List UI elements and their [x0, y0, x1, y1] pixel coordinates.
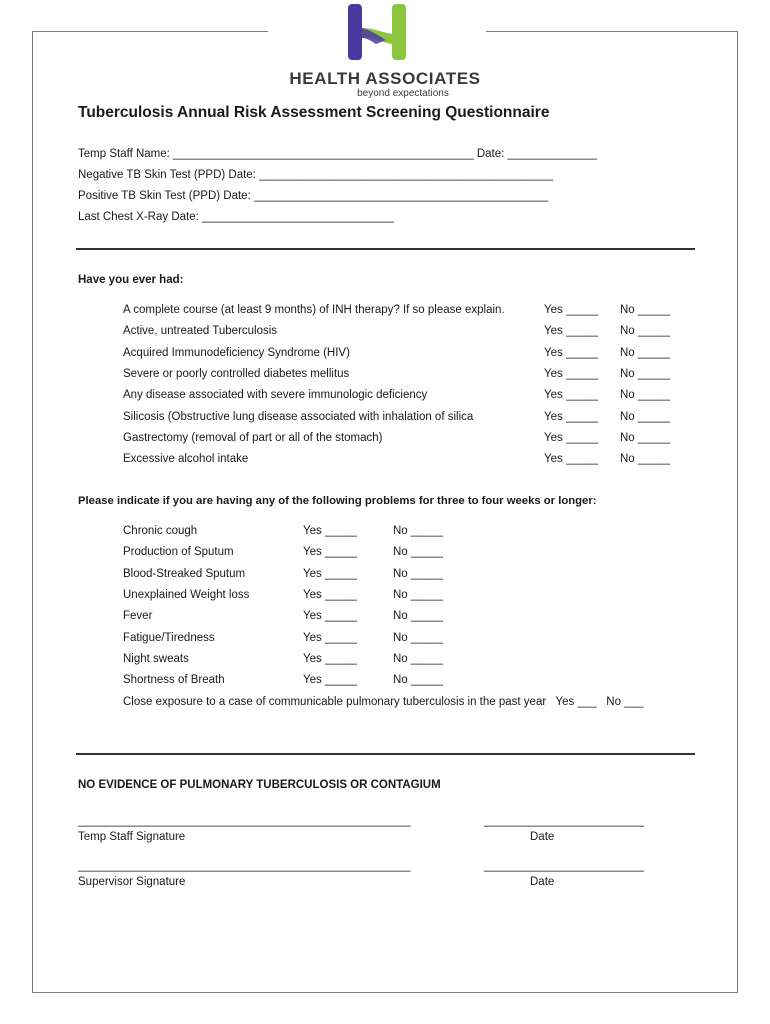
section-divider: [76, 248, 695, 250]
temp-staff-name-field[interactable]: Temp Staff Name: _______________________________________________ Date: ______________: [78, 148, 598, 160]
history-item-label: Silicosis (Obstructive lung disease associated with inhalation of silica: [123, 411, 474, 423]
supervisor-signature-label: Supervisor Signature: [78, 876, 186, 888]
symptom-yes-field[interactable]: Yes _____: [303, 610, 357, 622]
symptom-no-field[interactable]: No _____: [393, 589, 443, 601]
history-yes-field[interactable]: Yes _____: [544, 432, 598, 444]
supervisor-date-label: Date: [530, 876, 555, 888]
section2-heading: Please indicate if you are having any of the following problems for three to four weeks or longer:: [78, 495, 597, 507]
positive-tb-date-field[interactable]: Positive TB Skin Test (PPD) Date: ______________________________________________: [78, 190, 549, 202]
symptom-yes-field[interactable]: Yes _____: [303, 653, 357, 665]
supervisor-date-line[interactable]: _________________________: [484, 860, 644, 872]
history-yes-field[interactable]: Yes _____: [544, 304, 598, 316]
symptom-label: Chronic cough: [123, 525, 198, 537]
history-yes-field[interactable]: Yes _____: [544, 411, 598, 423]
chest-xray-date-field[interactable]: Last Chest X-Ray Date: ______________________________: [78, 211, 394, 223]
exposure-question[interactable]: Close exposure to a case of communicable pulmonary tuberculosis in the past year Yes ___ No ___: [123, 696, 644, 708]
section3-heading: NO EVIDENCE OF PULMONARY TUBERCULOSIS OR CONTAGIUM: [78, 779, 441, 791]
brand-name: HEALTH ASSOCIATES: [289, 69, 481, 88]
section-divider: [76, 753, 695, 755]
symptom-no-field[interactable]: No _____: [393, 674, 443, 686]
symptom-yes-field[interactable]: Yes _____: [303, 568, 357, 580]
temp-staff-signature-line[interactable]: ____________________________________________________: [78, 815, 411, 827]
symptom-label: Fever: [123, 610, 153, 622]
history-item-label: A complete course (at least 9 months) of INH therapy? If so please explain.: [123, 304, 505, 316]
history-item-label: Active, untreated Tuberculosis: [123, 325, 278, 337]
health-associates-logo: [346, 4, 410, 62]
symptom-no-field[interactable]: No _____: [393, 610, 443, 622]
symptom-no-field[interactable]: No _____: [393, 525, 443, 537]
history-item-label: Any disease associated with severe immunologic deficiency: [123, 389, 428, 401]
history-no-field[interactable]: No _____: [620, 304, 670, 316]
history-item-label: Excessive alcohol intake: [123, 453, 249, 465]
history-no-field[interactable]: No _____: [620, 453, 670, 465]
history-no-field[interactable]: No _____: [620, 347, 670, 359]
symptom-label: Shortness of Breath: [123, 674, 225, 686]
temp-staff-date-line[interactable]: _________________________: [484, 815, 644, 827]
supervisor-signature-line[interactable]: ____________________________________________________: [78, 860, 411, 872]
history-no-field[interactable]: No _____: [620, 368, 670, 380]
symptom-no-field[interactable]: No _____: [393, 653, 443, 665]
history-item-label: Gastrectomy (removal of part or all of the stomach): [123, 432, 383, 444]
history-item-label: Acquired Immunodeficiency Syndrome (HIV): [123, 347, 350, 359]
history-yes-field[interactable]: Yes _____: [544, 325, 598, 337]
history-no-field[interactable]: No _____: [620, 325, 670, 337]
symptom-no-field[interactable]: No _____: [393, 568, 443, 580]
symptom-label: Fatigue/Tiredness: [123, 632, 215, 644]
negative-tb-date-field[interactable]: Negative TB Skin Test (PPD) Date: ______________________________________________: [78, 169, 554, 181]
history-yes-field[interactable]: Yes _____: [544, 368, 598, 380]
history-yes-field[interactable]: Yes _____: [544, 389, 598, 401]
temp-staff-date-label: Date: [530, 831, 555, 843]
symptom-no-field[interactable]: No _____: [393, 632, 443, 644]
history-yes-field[interactable]: Yes _____: [544, 347, 598, 359]
history-item-label: Severe or poorly controlled diabetes mellitus: [123, 368, 350, 380]
symptom-yes-field[interactable]: Yes _____: [303, 589, 357, 601]
history-yes-field[interactable]: Yes _____: [544, 453, 598, 465]
symptom-yes-field[interactable]: Yes _____: [303, 546, 357, 558]
symptom-yes-field[interactable]: Yes _____: [303, 674, 357, 686]
history-no-field[interactable]: No _____: [620, 411, 670, 423]
symptom-label: Blood-Streaked Sputum: [123, 568, 246, 580]
symptom-label: Unexplained Weight loss: [123, 589, 250, 601]
form-title: Tuberculosis Annual Risk Assessment Screening Questionnaire: [78, 104, 550, 121]
symptom-yes-field[interactable]: Yes _____: [303, 525, 357, 537]
brand-tagline: beyond expectations: [357, 88, 449, 99]
symptom-yes-field[interactable]: Yes _____: [303, 632, 357, 644]
symptom-label: Production of Sputum: [123, 546, 234, 558]
section1-heading: Have you ever had:: [78, 274, 184, 286]
history-no-field[interactable]: No _____: [620, 432, 670, 444]
symptom-no-field[interactable]: No _____: [393, 546, 443, 558]
symptom-label: Night sweats: [123, 653, 189, 665]
history-no-field[interactable]: No _____: [620, 389, 670, 401]
temp-staff-signature-label: Temp Staff Signature: [78, 831, 186, 843]
